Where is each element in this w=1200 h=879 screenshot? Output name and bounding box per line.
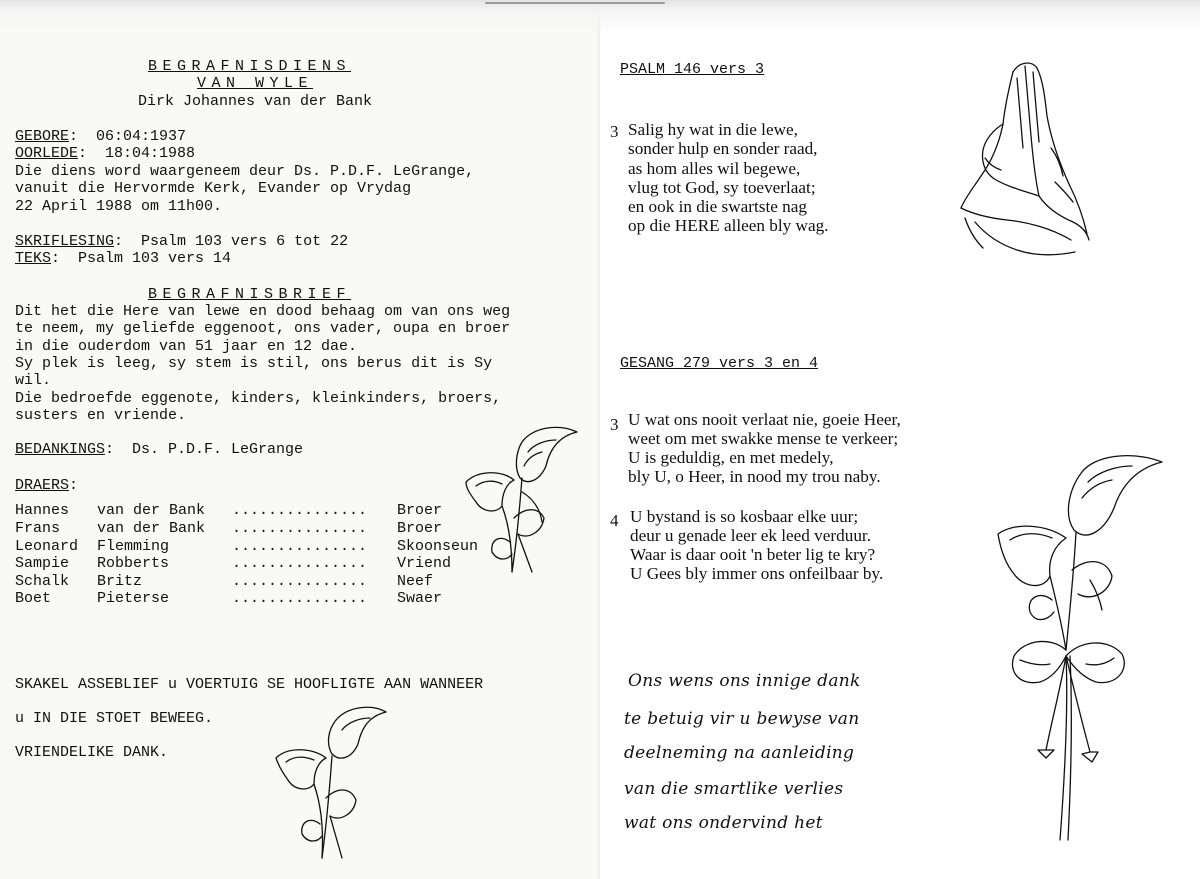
heading-begrafnisdiens: BEGRAFNISDIENS <box>148 58 352 75</box>
calla-lily-icon <box>270 702 390 864</box>
hymn-line: U is geduldig, en met medely, <box>628 448 834 467</box>
hymn-line: Waar is daar ooit 'n beter lig te kry? <box>630 545 876 564</box>
bearer-relation: Broer <box>397 520 443 537</box>
psalm-verse-number: 3 <box>610 122 619 141</box>
bearer-last: Britz <box>97 573 143 590</box>
heading-van-wyle: VAN WYLE <box>197 75 314 92</box>
deceased-name: Dirk Johannes van der Bank <box>138 93 373 110</box>
thanks-label: BEDANKINGS <box>15 441 106 458</box>
hymn-line: U wat ons nooit verlaat nie, goeie Heer, <box>628 410 901 429</box>
service-line: Die diens word waargeneem deur Ds. P.D.F. LeGrange, <box>15 163 475 180</box>
bearer-last: Robberts <box>97 555 170 572</box>
bearer-last: van der Bank <box>97 520 206 537</box>
thanks-script-line: deelneming na aanleiding <box>624 743 855 763</box>
notice-line: u IN DIE STOET BEWEEG. <box>15 710 214 727</box>
bearer-relation: Skoonseun <box>397 538 479 555</box>
born-label: GEBORE <box>15 128 70 145</box>
bearer-last: van der Bank <box>97 502 206 519</box>
praying-hands-icon <box>955 58 1095 263</box>
psalm-line: sonder hulp en sonder raad, <box>628 139 818 158</box>
psalm-line: as hom alles wil begewe, <box>628 159 801 178</box>
letter-line: te neem, my geliefde eggenoot, ons vader, oupa en broer <box>15 320 511 337</box>
text-row: TEKS: Psalm 103 vers 14 <box>15 250 232 267</box>
top-shadow <box>0 0 1200 34</box>
bearer-first: Schalk <box>15 573 70 590</box>
hymn-line: weet om met swakke mense te verkeer; <box>628 429 899 448</box>
bearer-relation: Broer <box>397 502 443 519</box>
text-value: Psalm 103 vers 14 <box>78 250 232 267</box>
hymn-line: bly U, o Heer, in nood my trou naby. <box>628 467 881 486</box>
notice-line: SKAKEL ASSEBLIEF u VOERTUIG SE HOOFLIGTE AAN WANNEER <box>15 676 484 693</box>
binding-line <box>485 2 665 4</box>
bearers-label: DRAERS <box>15 477 70 494</box>
letter-line: Die bedroefde eggenote, kinders, kleinkinders, broers, <box>15 390 502 407</box>
bearer-dots: ............... <box>232 555 368 572</box>
born-value: 06:04:1937 <box>96 128 187 145</box>
bearer-first: Hannes <box>15 502 70 519</box>
bearer-last: Flemming <box>97 538 170 555</box>
bearer-dots: ............... <box>232 573 368 590</box>
thanks-script-line: Ons wens ons innige dank <box>628 671 861 691</box>
letter-line: Dit het die Here van lewe en dood behaag om van ons weg <box>15 303 511 320</box>
bearer-first: Frans <box>15 520 61 537</box>
born-row: GEBORE: 06:04:1937 <box>15 128 187 145</box>
thanks-script-line: van die smartlike verlies <box>624 779 844 799</box>
bearer-dots: ............... <box>232 520 368 537</box>
bearer-last: Pieterse <box>97 590 170 607</box>
letter-heading: BEGRAFNISBRIEF <box>148 286 352 303</box>
calla-lily-icon <box>462 422 582 582</box>
page-fold <box>598 0 601 879</box>
thanks-script-line: te betuig vir u bewyse van <box>624 709 860 729</box>
text-label: TEKS <box>15 250 52 267</box>
bearer-relation: Vriend <box>397 555 452 572</box>
died-label: OORLEDE <box>15 145 79 162</box>
service-line: 22 April 1988 om 11h00. <box>15 198 223 215</box>
bearer-dots: ............... <box>232 502 368 519</box>
psalm-line: en ook in die swartste nag <box>628 197 807 216</box>
notice-line: VRIENDELIKE DANK. <box>15 744 169 761</box>
bearer-first: Sampie <box>15 555 70 572</box>
bearer-first: Leonard <box>15 538 79 555</box>
hymn-verse-number: 4 <box>610 511 619 530</box>
bearer-relation: Neef <box>397 573 434 590</box>
bearer-first: Boet <box>15 590 52 607</box>
died-row: OORLEDE: 18:04:1988 <box>15 145 196 162</box>
thanks-script-line: wat ons ondervind het <box>624 813 823 833</box>
service-line: vanuit die Hervormde Kerk, Evander op Vrydag <box>15 180 412 197</box>
psalm-line: vlug tot God, sy toeverlaat; <box>628 178 816 197</box>
died-value: 18:04:1988 <box>105 145 196 162</box>
psalm-line: op die HERE alleen bly wag. <box>628 216 829 235</box>
calla-lily-icon <box>990 450 1170 850</box>
thanks-row: BEDANKINGS: Ds. P.D.F. LeGrange <box>15 441 304 458</box>
hymn-line: U Gees bly immer ons onfeilbaar by. <box>630 564 884 583</box>
reading-value: Psalm 103 vers 6 tot 22 <box>141 233 349 250</box>
hymn-verse-number: 3 <box>610 415 619 434</box>
bearer-relation: Swaer <box>397 590 443 607</box>
letter-line: in die ouderdom van 51 jaar en 12 dae. <box>15 338 358 355</box>
reading-label: SKRIFLESING <box>15 233 115 250</box>
psalm-line: Salig hy wat in die lewe, <box>628 120 798 139</box>
hymn-heading: GESANG 279 vers 3 en 4 <box>620 355 819 372</box>
thanks-value: Ds. P.D.F. LeGrange <box>132 441 304 458</box>
bearer-dots: ............... <box>232 538 368 555</box>
letter-line: susters en vriende. <box>15 407 187 424</box>
hymn-line: U bystand is so kosbaar elke uur; <box>630 507 859 526</box>
reading-row: SKRIFLESING: Psalm 103 vers 6 tot 22 <box>15 233 349 250</box>
bearers-heading: DRAERS: <box>15 477 79 494</box>
letter-line: Sy plek is leeg, sy stem is stil, ons berus dit is Sy <box>15 355 493 372</box>
bearer-dots: ............... <box>232 590 368 607</box>
letter-line: wil. <box>15 372 52 389</box>
hymn-line: deur u genade leer ek leed verduur. <box>630 526 871 545</box>
psalm-heading: PSALM 146 vers 3 <box>620 61 765 78</box>
